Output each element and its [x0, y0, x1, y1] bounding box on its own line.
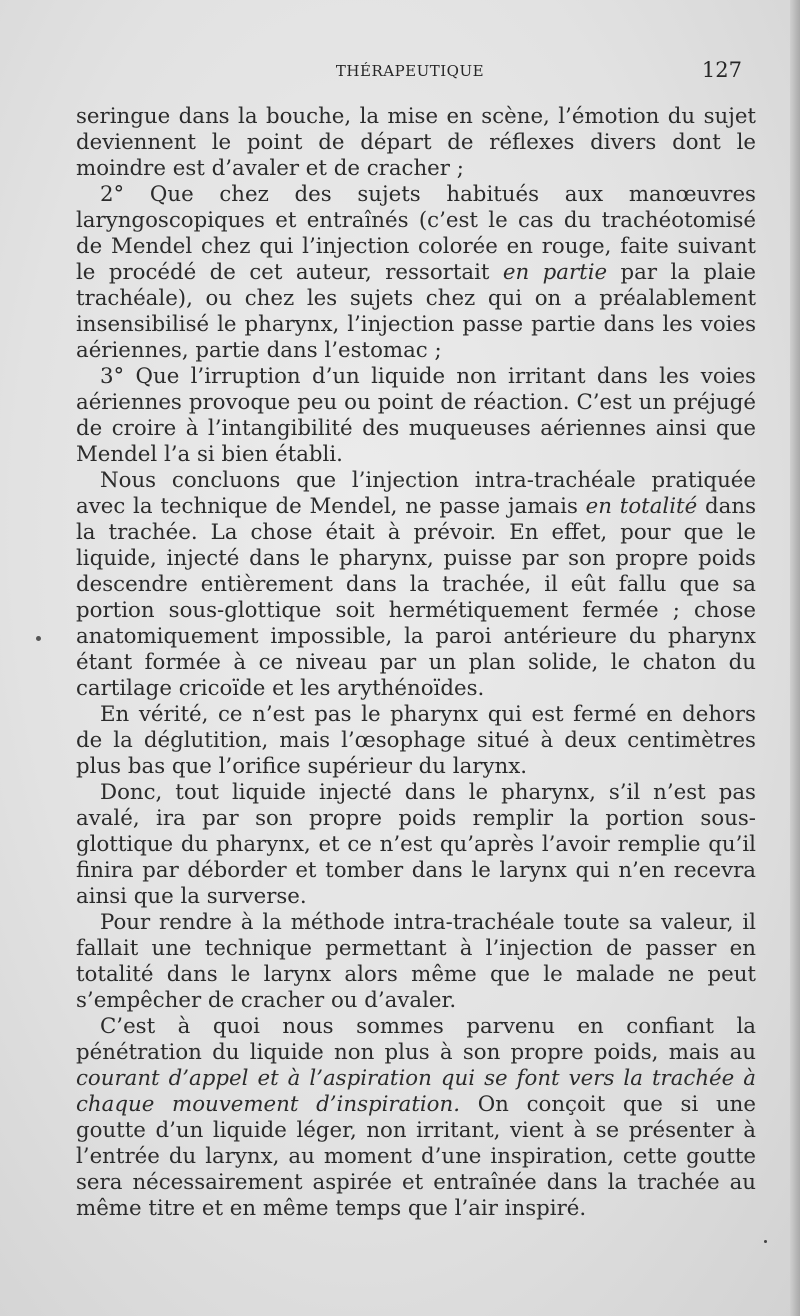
paragraph-4-text-a: Nous concluons que l’injection intra-trachéale pratiquée avec la technique de Mendel, ne passe jamais	[76, 468, 756, 519]
page-edge-shadow	[790, 0, 800, 1316]
paragraph-6: Donc, tout liquide injecté dans le pharynx, s’il n’est pas avalé, ira par son propre poids remplir la portion sous-glottique du pharynx, et ce n’est qu’après l’avoir remplie qu’il finira par déborder et tomber dans le larynx qui n’en recevra ainsi que la surverse.	[76, 780, 756, 909]
paragraph-5: En vérité, ce n’est pas le pharynx qui est fermé en dehors de la déglutition, mais l’œsophage situé à deux centimètres plus bas que l’orifice supérieur du larynx.	[76, 702, 756, 779]
page-header	[78, 58, 742, 88]
paragraph-2-text-a: 2° Que chez des sujets habitués aux manœuvres laryngoscopiques et entraînés (c’est le cas du trachéotomisé de Mendel chez qui l’injection colorée en rouge, faite suivant le procédé de cet auteur, ressortait	[76, 182, 756, 285]
paragraph-8-text-b: On conçoit que si une goutte d’un liquide léger, non irritant, vient à se présenter à l’entrée du larynx, au moment d’une inspiration, cette goutte sera nécessairement aspirée et entraînée dans la trachée au même titre et en même temps que l’air inspiré.	[76, 1092, 756, 1221]
paragraph-4	[76, 468, 756, 702]
paragraph-8-emphasis: courant d’appel et à l’aspiration qui se font vers la trachée à chaque mouvement d’inspiration.	[76, 1066, 756, 1117]
paragraph-8-text-a: C’est à quoi nous sommes parvenu en confiant la pénétration du liquide non plus à son propre poids, mais au	[76, 1014, 756, 1065]
margin-mark	[36, 636, 41, 641]
paragraph-4-emphasis: en totalité	[585, 494, 698, 519]
body-text	[76, 104, 756, 1222]
margin-speck	[764, 1240, 767, 1243]
running-head: THÉRAPEUTIQUE	[335, 62, 485, 80]
paragraph-3: 3° Que l’irruption d’un liquide non irritant dans les voies aériennes provoque peu ou point de réaction. C’est un préjugé de croire à l’intangibilité des muqueuses aériennes ainsi que Mendel l’a si bien établi.	[76, 364, 756, 467]
paragraph-4-text-b: dans la trachée. La chose était à prévoir. En effet, pour que le liquide, injecté dans le pharynx, puisse par son propre poids descendre entièrement dans la trachée, il eût fallu que sa portion sous-glottique soit hermétiquement fermée ; chose anatomiquement impossible, la paroi antérieure du pharynx étant formée à ce niveau par un plan solide, le chaton du cartilage cricoïde et les arythénoïdes.	[76, 494, 756, 701]
paragraph-1: seringue dans la bouche, la mise en scène, l’émotion du sujet deviennent le point de départ de réflexes divers dont le moindre est d’avaler et de cracher ;	[76, 104, 756, 181]
paragraph-7: Pour rendre à la méthode intra-trachéale toute sa valeur, il fallait une technique permettant à l’injection de passer en totalité dans le larynx alors même que le malade ne peut s’empêcher de cracher ou d’avaler.	[76, 910, 756, 1013]
paragraph-2	[76, 182, 756, 364]
page-number: 127	[701, 58, 742, 82]
paragraph-2-text-b: par la plaie trachéale), ou chez les sujets chez qui on a préalablement insensibilisé le pharynx, l’injection passe partie dans les voies aériennes, partie dans l’estomac ;	[76, 260, 756, 363]
paragraph-8	[76, 1014, 756, 1222]
paragraph-2-emphasis: en partie	[502, 260, 608, 285]
